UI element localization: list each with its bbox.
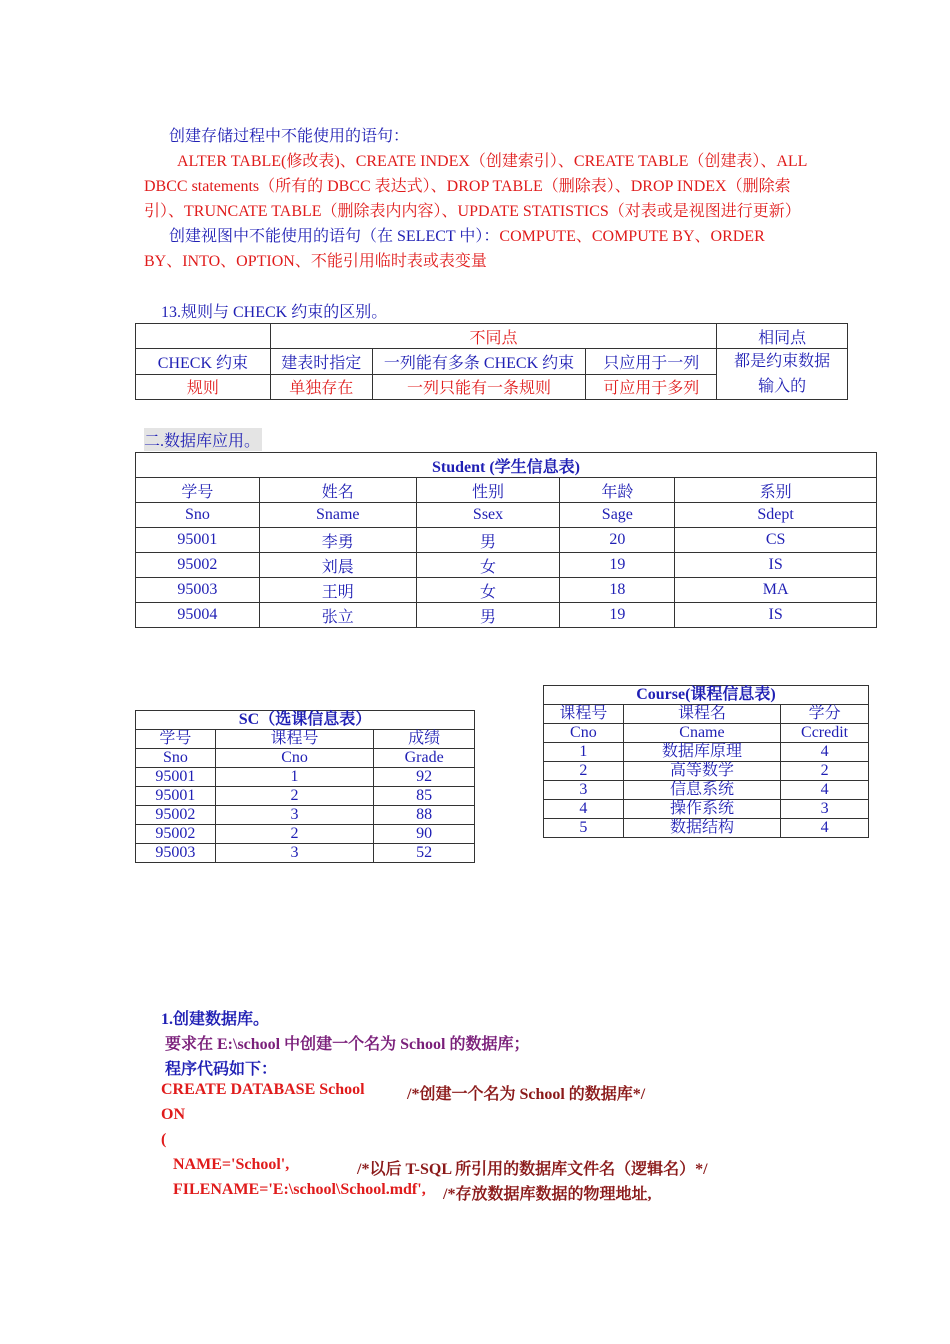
same-text: 都是约束数据输入的 (717, 349, 848, 400)
rule-diff-1: 单独存在 (270, 374, 372, 400)
sc-header-cell: 课程号 (215, 730, 373, 749)
table-row (544, 781, 869, 800)
student-header-cell: 性别 (416, 478, 560, 503)
student-header-cell: Sname (259, 503, 416, 528)
table-row (136, 768, 475, 787)
table-row (544, 819, 869, 838)
table-cell: 90 (374, 825, 475, 844)
table-cell: 3 (544, 781, 624, 800)
table-row (136, 553, 877, 578)
intro-line-5-red: COMPUTE、COMPUTE BY、ORDER (499, 228, 765, 245)
table-cell: 92 (374, 768, 475, 787)
student-header-cell: Sno (136, 503, 260, 528)
course-header-cell: Cno (544, 724, 624, 743)
table-cell: IS (675, 603, 877, 628)
sc-table (135, 710, 475, 863)
table-cell: 95002 (136, 553, 260, 578)
sc-header-cell: Sno (136, 749, 216, 768)
table-row (136, 825, 475, 844)
section13-title: 13.规则与 CHECK 约束的区别。 (161, 304, 388, 321)
code-line-paren: ( (161, 1131, 167, 1148)
intro-line-5 (144, 224, 809, 249)
table-cell: 女 (416, 578, 560, 603)
intro-line-2: ALTER TABLE(修改表)、CREATE INDEX（创建索引）、CREATE TABLE（创建表）、ALL (177, 153, 808, 170)
table-cell: 2 (215, 787, 373, 806)
course-header-cell: 学分 (781, 705, 869, 724)
student-header-cn (136, 478, 877, 503)
intro-line-5-blue: 创建视图中不能使用的语句（在 SELECT 中）： (169, 228, 500, 245)
table-cell: 4 (781, 743, 869, 762)
table-cell: 男 (416, 603, 560, 628)
course-header-cell: 课程号 (544, 705, 624, 724)
student-header-cell: 系别 (675, 478, 877, 503)
table-cell: 刘晨 (259, 553, 416, 578)
intro-line-1: 创建存储过程中不能使用的语句： (169, 128, 410, 145)
cell-empty (136, 324, 271, 349)
header-same: 相同点 (717, 324, 848, 349)
rule-check-table (135, 323, 848, 400)
table-cell: 4 (781, 819, 869, 838)
student-table-title: Student (学生信息表) (136, 453, 877, 478)
intro-line-6: BY、INTO、OPTION、不能引用临时表或表变量 (144, 253, 487, 270)
table-row (136, 528, 877, 553)
student-header-cell: Sage (560, 503, 675, 528)
table-row (544, 762, 869, 781)
table-cell: 4 (544, 800, 624, 819)
check-diff-1: 建表时指定 (270, 349, 372, 375)
check-diff-2: 一列能有多条 CHECK 约束 (372, 349, 586, 375)
course-header-cell: 课程名 (623, 705, 780, 724)
table-cell: 男 (416, 528, 560, 553)
table-cell: 操作系统 (623, 800, 780, 819)
section2-title: 二.数据库应用。 (144, 428, 262, 451)
table-cell: 张立 (259, 603, 416, 628)
student-header-cell: 学号 (136, 478, 260, 503)
table-cell: 数据库原理 (623, 743, 780, 762)
code-line-on: ON (161, 1106, 185, 1123)
table-cell: 95002 (136, 806, 216, 825)
student-header-cell: Ssex (416, 503, 560, 528)
header-diff: 不同点 (270, 324, 716, 349)
table-cell: 2 (781, 762, 869, 781)
table-cell: 95004 (136, 603, 260, 628)
table-cell: 52 (374, 844, 475, 863)
table-cell: 85 (374, 787, 475, 806)
table-cell: 95001 (136, 768, 216, 787)
course-header-cn (544, 705, 869, 724)
table-cell: 信息系统 (623, 781, 780, 800)
table-cell: CS (675, 528, 877, 553)
student-header-en (136, 503, 877, 528)
check-label: CHECK 约束 (136, 349, 271, 375)
table-cell: MA (675, 578, 877, 603)
table-cell: 19 (560, 553, 675, 578)
table-row (136, 578, 877, 603)
code-line-create: CREATE DATABASE School (161, 1081, 365, 1098)
intro-line-3: DBCC statements（所有的 DBCC 表达式）、DROP TABLE（删除表）、DROP INDEX（删除索 (144, 178, 791, 195)
table-cell: 数据结构 (623, 819, 780, 838)
rule-label: 规则 (136, 374, 271, 400)
table-row (136, 603, 877, 628)
code-comment-filename: /*存放数据库数据的物理地址, (443, 1186, 652, 1203)
table-row (544, 800, 869, 819)
table-cell: 95001 (136, 787, 216, 806)
table-row (136, 806, 475, 825)
table-cell: IS (675, 553, 877, 578)
step1-requirement: 要求在 E:\school 中创建一个名为 School 的数据库； (165, 1036, 530, 1053)
table-cell: 95003 (136, 578, 260, 603)
table-cell: 高等数学 (623, 762, 780, 781)
table-cell: 20 (560, 528, 675, 553)
student-header-cell: 姓名 (259, 478, 416, 503)
course-header-cell: Cname (623, 724, 780, 743)
sc-header-cn (136, 730, 475, 749)
table-cell: 95003 (136, 844, 216, 863)
table-cell: 18 (560, 578, 675, 603)
table-cell: 3 (215, 806, 373, 825)
sc-header-cell: 成绩 (374, 730, 475, 749)
code-line-filename: FILENAME='E:\school\School.mdf', (173, 1181, 426, 1198)
sc-header-en (136, 749, 475, 768)
code-comment-name: /*以后 T-SQL 所引用的数据库文件名（逻辑名）*/ (357, 1161, 708, 1178)
table-cell: 女 (416, 553, 560, 578)
table-cell: 88 (374, 806, 475, 825)
table-cell: 2 (544, 762, 624, 781)
table-cell: 4 (781, 781, 869, 800)
sc-header-cell: Grade (374, 749, 475, 768)
step1-title: 1.创建数据库。 (161, 1011, 270, 1028)
check-diff-3: 只应用于一列 (586, 349, 717, 375)
student-table (135, 452, 877, 628)
student-header-cell: 年龄 (560, 478, 675, 503)
table-row (136, 787, 475, 806)
table-cell: 1 (544, 743, 624, 762)
course-table (543, 685, 869, 838)
table-cell: 1 (215, 768, 373, 787)
table-cell: 19 (560, 603, 675, 628)
rule-diff-3: 可应用于多列 (586, 374, 717, 400)
table-cell: 95002 (136, 825, 216, 844)
code-comment-create: /*创建一个名为 School 的数据库*/ (407, 1086, 646, 1103)
table-cell: 3 (215, 844, 373, 863)
course-header-cell: Ccredit (781, 724, 869, 743)
course-table-title: Course(课程信息表) (544, 686, 869, 705)
table-cell: 95001 (136, 528, 260, 553)
table-cell: 3 (781, 800, 869, 819)
table-cell: 2 (215, 825, 373, 844)
student-header-cell: Sdept (675, 503, 877, 528)
table-cell: 王明 (259, 578, 416, 603)
sc-table-title: SC（选课信息表） (136, 711, 475, 730)
sc-header-cell: Cno (215, 749, 373, 768)
step1-code-intro: 程序代码如下： (165, 1061, 278, 1078)
table-row (544, 743, 869, 762)
code-line-name: NAME='School', (173, 1156, 290, 1173)
intro-line-4: 引）、TRUNCATE TABLE（删除表内内容）、UPDATE STATISTICS（对表或是视图进行更新） (144, 203, 801, 220)
rule-diff-2: 一列只能有一条规则 (372, 374, 586, 400)
sc-header-cell: 学号 (136, 730, 216, 749)
table-row (136, 844, 475, 863)
course-header-en (544, 724, 869, 743)
table-cell: 5 (544, 819, 624, 838)
table-cell: 李勇 (259, 528, 416, 553)
